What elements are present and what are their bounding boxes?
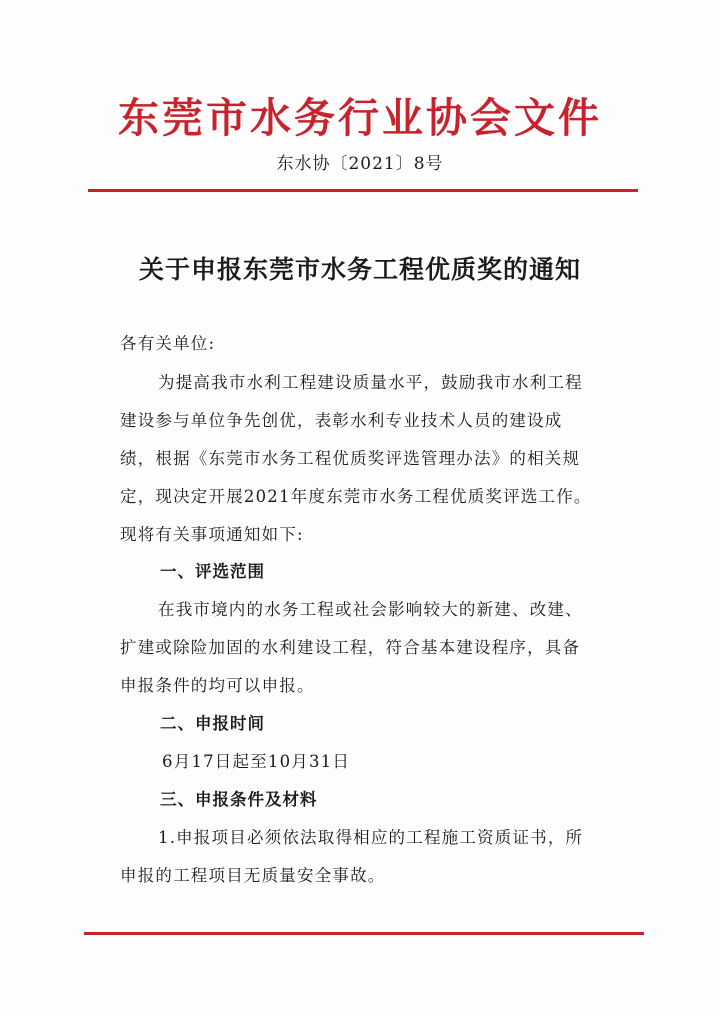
section-heading-conditions: 三、申报条件及材料 xyxy=(160,790,318,809)
scope-line-3: 申报条件的均可以申报。 xyxy=(120,676,315,695)
intro-line-3: 绩，根据《东莞市水务工程优质奖评选管理办法》的相关规 xyxy=(120,449,581,468)
intro-line-2: 建设参与单位争先创优，表彰水利专业技术人员的建设成 xyxy=(120,411,563,430)
time-line-1: 6月17日起至10月31日 xyxy=(162,752,351,771)
header-red-rule xyxy=(88,189,638,192)
salutation: 各有关单位: xyxy=(120,334,216,353)
scope-line-2: 扩建或除险加固的水利建设工程，符合基本建设程序，具备 xyxy=(120,638,581,657)
footer-red-rule xyxy=(84,932,644,935)
document-number: 东水协〔2021〕8号 xyxy=(276,154,444,174)
section-heading-time: 二、申报时间 xyxy=(160,714,265,733)
conditions-line-2: 申报的工程项目无质量安全事故。 xyxy=(120,866,386,885)
notice-title: 关于申报东莞市水务工程优质奖的通知 xyxy=(138,255,581,284)
scope-line-1: 在我市境内的水务工程或社会影响较大的新建、改建、 xyxy=(158,600,583,619)
org-header-title: 东莞市水务行业协会文件 xyxy=(118,94,602,142)
intro-line-1: 为提高我市水利工程建设质量水平，鼓励我市水利工程 xyxy=(158,373,583,392)
intro-line-4: 定，现决定开展2021年度东莞市水务工程优质奖评选工作。 xyxy=(120,487,592,506)
conditions-line-1: 1.申报项目必须依法取得相应的工程施工资质证书，所 xyxy=(158,828,584,847)
section-heading-scope: 一、评选范围 xyxy=(160,562,265,581)
intro-line-5: 现将有关事项通知如下: xyxy=(120,525,304,544)
